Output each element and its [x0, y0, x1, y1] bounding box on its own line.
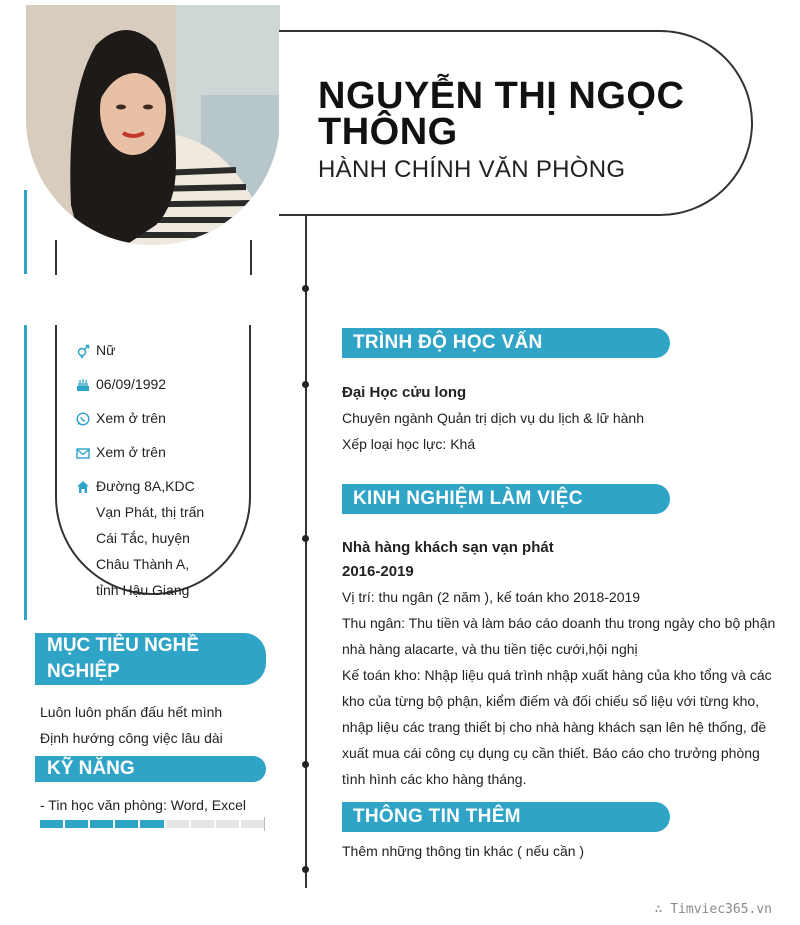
company-name: Nhà hàng khách sạn vạn phát: [342, 539, 554, 556]
candidate-name: NGUYỄN THỊ NGỌC THÔNG: [318, 75, 685, 153]
email-icon: [76, 446, 90, 460]
contact-address: Đường 8A,KDC Vạn Phát, thị trấn Cái Tắc, huyện Châu Thành A, tỉnh Hậu Giang: [76, 478, 206, 603]
job-title: HÀNH CHÍNH VĂN PHÒNG: [318, 156, 626, 183]
objective-heading: MỤC TIÊU NGHỀ NGHIỆP: [35, 633, 266, 685]
education-grade: Xếp loại học lực: Khá: [342, 436, 476, 452]
skills-heading: KỸ NĂNG: [35, 756, 266, 782]
skill-level-segment: [65, 820, 88, 828]
divider-line: [250, 240, 252, 275]
contact-email: Xem ở trên: [76, 444, 166, 465]
phone-icon: [76, 412, 90, 426]
work-period: 2016-2019: [342, 563, 414, 580]
watermark: ∴ Timviec365.vn: [654, 902, 772, 917]
skill-level-segment: [115, 820, 138, 828]
timeline-dot: [302, 866, 309, 873]
skill-label: - Tin học văn phòng: Word, Excel: [40, 797, 246, 813]
birthday-cake-icon: [76, 378, 90, 392]
gender-icon: [76, 344, 90, 358]
skill-level-segment: [166, 820, 189, 828]
education-major: Chuyên ngành Quản trị dịch vụ du lịch & lữ hành: [342, 410, 645, 426]
accent-line-contact: [24, 325, 27, 620]
divider-line: [55, 240, 57, 275]
extra-heading: THÔNG TIN THÊM: [342, 802, 670, 832]
home-icon: [76, 480, 90, 494]
divider-line: [264, 817, 265, 831]
contact-phone: Xem ở trên: [76, 410, 166, 431]
contact-gender: Nữ: [76, 342, 115, 363]
timeline-dot: [302, 381, 309, 388]
education-heading: TRÌNH ĐỘ HỌC VẤN: [342, 328, 670, 358]
skill-level-bar: [40, 820, 264, 828]
skill-level-segment: [241, 820, 264, 828]
skill-level-segment: [191, 820, 214, 828]
timeline-dot: [302, 285, 309, 292]
skill-level-segment: [90, 820, 113, 828]
accent-line-top: [24, 190, 27, 274]
experience-line: Vị trí: thu ngân (2 năm ), kế toán kho 2018-2019: [342, 589, 641, 605]
experience-line: Thu ngân: Thu tiền và làm báo cáo doanh thu trong ngày cho bộ phận nhà hàng alacarte, và thu tiền tiệc cưới,hội nghị: [342, 615, 776, 657]
experience-line: Kế toán kho: Nhập liệu quá trình nhập xuất hàng của kho tổng và các kho của từng bộ phận, kiểm điếm và đối chiếu số liệu với từng kho, nhập liệu các trang thiết bị cho nhà hàng khách sạn lên hệ thống, đề xuất mua cái công cụ dụng cụ cần thiết. Báo cáo cho trưởng phòng tình hình các kho hàng tháng.: [342, 667, 772, 787]
extra-text: Thêm những thông tin khác ( nếu cần ): [342, 843, 585, 859]
timeline-dot: [302, 761, 309, 768]
skill-level-segment: [140, 820, 163, 828]
profile-photo: [26, 5, 280, 245]
experience-heading: KINH NGHIỆM LÀM VIỆC: [342, 484, 670, 514]
logo-icon: ∴: [654, 902, 671, 917]
timeline-dot: [302, 535, 309, 542]
timeline-line: [305, 216, 307, 888]
objective-line: Luôn luôn phấn đấu hết mình: [40, 704, 223, 720]
skill-level-segment: [40, 820, 63, 828]
contact-birthday: 06/09/1992: [76, 376, 166, 397]
objective-line: Định hướng công việc lâu dài: [40, 730, 223, 746]
school-name: Đại Học cửu long: [342, 384, 467, 401]
skill-level-segment: [216, 820, 239, 828]
